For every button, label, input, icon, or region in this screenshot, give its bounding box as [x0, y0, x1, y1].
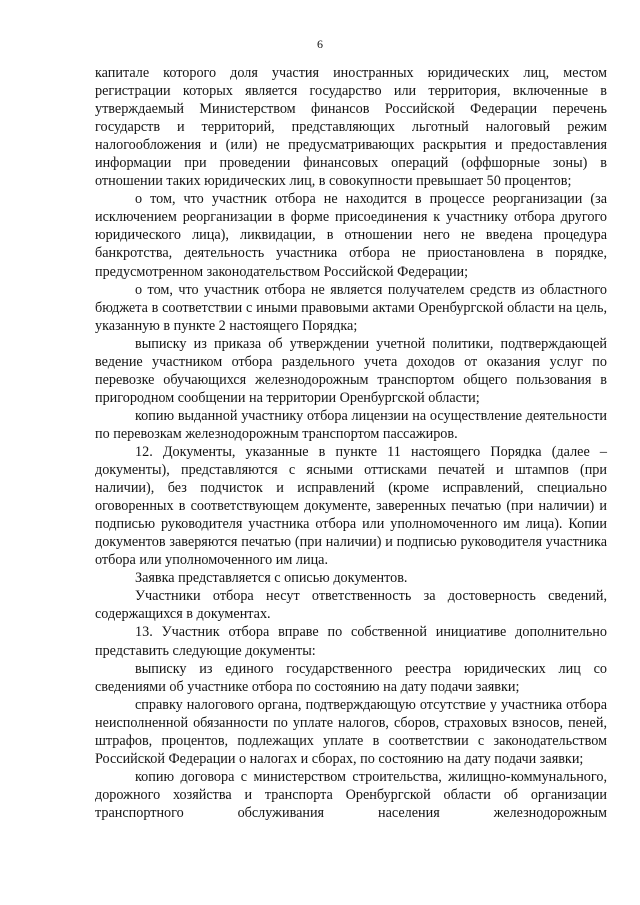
- paragraph-no-reorganization: о том, что участник отбора не находится в процессе реорганизации (за исключением реорганизации в форме присоединения к участнику отбора другого юридического лица), ликвидации, в отношении него не введена процедура банкротства, деятельность участника отбора не приостановлена в порядке, предусмотренном законодательством Российской Федерации;: [95, 191, 607, 280]
- paragraph-accounting-policy-extract: выписку из приказа об утверждении учетной политики, подтверждающей ведение участником отбора раздельного учета доходов от оказания услуг по перевозке обучающихся железнодорожным транспортом общего пользования в пригородном сообщении на территории Оренбургской области;: [95, 335, 607, 406]
- page-number: 6: [317, 37, 323, 51]
- paragraph-registry-extract: выписку из единого государственного реестра юридических лиц со сведениями об участнике отбора по состоянию на дату подачи заявки;: [95, 660, 607, 695]
- paragraph-not-budget-recipient: о том, что участник отбора не является получателем средств из областного бюджета в соответствии с иными правовыми актами Оренбургской области на цель, указанную в пункте 2 настоящего Порядка;: [95, 281, 607, 334]
- paragraph-tax-certificate: справку налогового органа, подтверждающую отсутствие у участника отбора неисполненной обязанности по уплате налогов, сборов, страховых взносов, пеней, штрафов, процентов, подлежащих уплате в соответствии с законодательством Российской Федерации о налогах и сборах, по состоянию на дату подачи заявки;: [95, 696, 607, 767]
- paragraph-clause-13: 13. Участник отбора вправе по собственной инициативе дополнительно представить следующие документы:: [95, 624, 607, 659]
- document-body: [95, 64, 607, 822]
- paragraph-clause-12: 12. Документы, указанные в пункте 11 настоящего Порядка (далее – документы), представляются с ясными оттисками печатей и штампов (при наличии), без подчисток и исправлений (кроме исправлений, специально оговоренных в соответствующем документе, заверенных печатью (при наличии) и подписью руководителя участника отбора или уполномоченного им лица). Копии документов заверяются печатью (при наличии) и подписью руководителя участника отбора или уполномоченного им лица.: [95, 443, 607, 569]
- paragraph-offshore-capital: капитале которого доля участия иностранных юридических лиц, местом регистрации которых является государство или территория, включенные в утверждаемый Министерством финансов Российской Федерации перечень государств и территорий, представляющих льготный налоговый режим налогообложения и (или) не предусматривающих раскрытия и предоставления информации при проведении финансовых операций (оффшорные зоны) в отношении таких юридических лиц, в совокупности превышает 50 процентов;: [95, 65, 607, 190]
- paragraph-contract-copy: копию договора с министерством строительства, жилищно-коммунального, дорожного хозяйства и транспорта Оренбургской области об организации транспортного обслуживания населения железнодорожным: [95, 768, 607, 821]
- paragraph-responsibility: Участники отбора несут ответственность за достоверность сведений, содержащихся в документах.: [95, 588, 607, 623]
- paragraph-license-copy: копию выданной участнику отбора лицензии на осуществление деятельности по перевозкам железнодорожным транспортом пассажиров.: [95, 407, 607, 442]
- paragraph-application-inventory: Заявка представляется с описью документов.: [135, 570, 408, 587]
